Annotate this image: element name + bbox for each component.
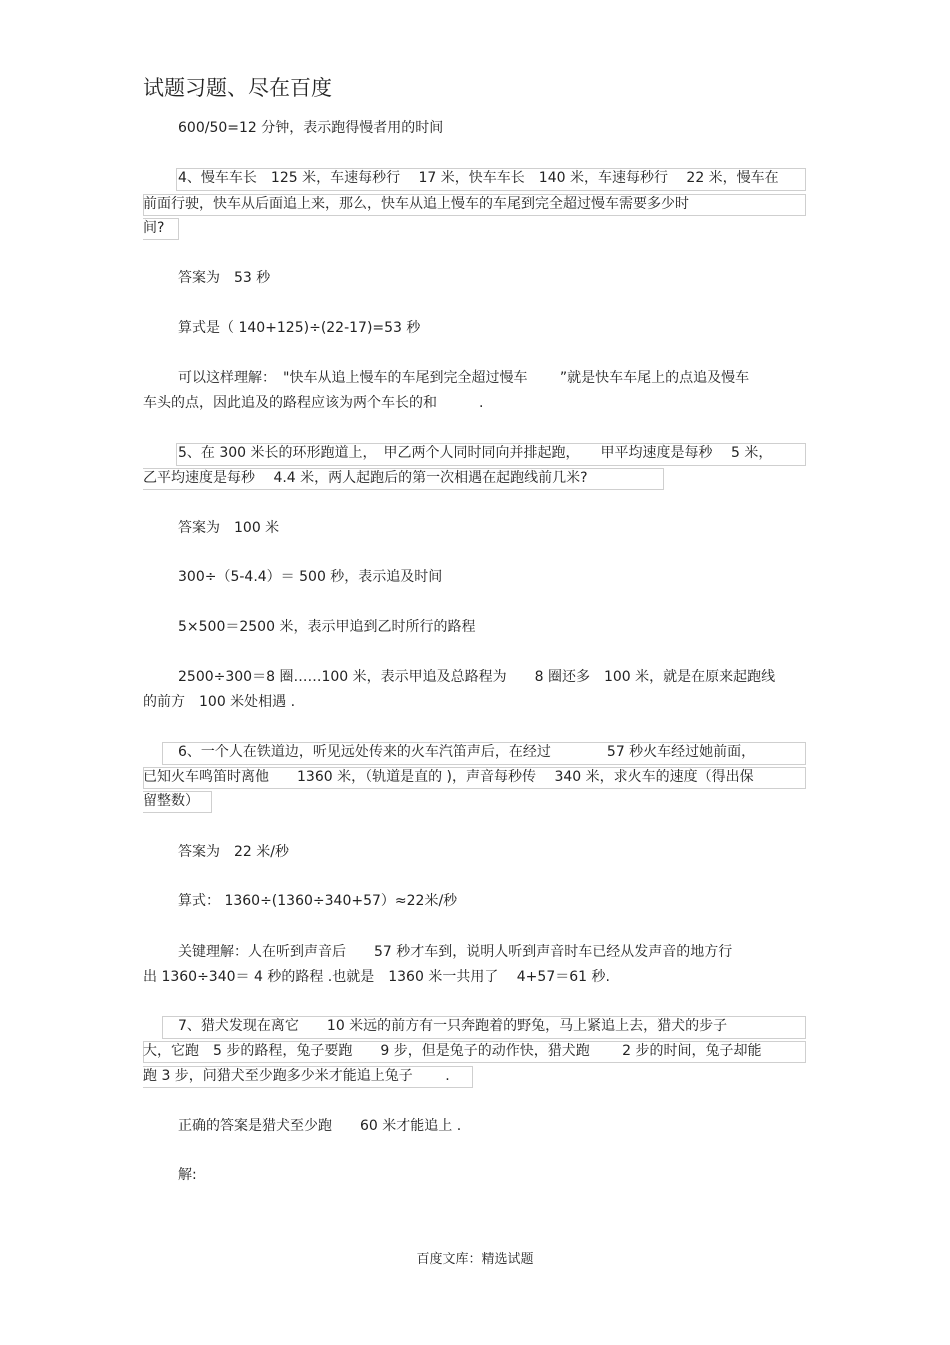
answer-6-line-1: 答案为 22 米/秒 bbox=[178, 844, 289, 860]
answer-5-line-3: 5×500＝2500 米，表示甲追到乙时所行的路程 bbox=[178, 619, 476, 635]
answer-4-line-4: 车头的点，因此追及的路程应该为两个车长的和 . bbox=[143, 395, 484, 411]
question-7-line-2: 大，它跑 5 步的路程，兔子要跑 9 步，但是兔子的动作快，猎犬跑 2 步的时间，兔子却能 bbox=[143, 1043, 762, 1059]
question-4-line-2: 前面行驶，快车从后面追上来，那么，快车从追上慢车的车尾到完全超过慢车需要多少时 bbox=[143, 196, 689, 212]
text-line: 600/50=12 分钟，表示跑得慢者用的时间 bbox=[178, 120, 444, 136]
question-5-line-1: 5、在 300 米长的环形跑道上， 甲乙两个人同时同向并排起跑， 甲平均速度是每秒 5 米， bbox=[178, 445, 773, 461]
question-6-line-2: 已知火车鸣笛时离他 1360 米，（轨道是直的 )，声音每秒传 340 米，求火车的速度（得出保 bbox=[143, 769, 754, 785]
answer-6-line-4: 出 1360÷340＝ 4 秒的路程 .也就是 1360 米一共用了 4+57＝61 秒. bbox=[143, 969, 610, 985]
answer-7-line-1: 正确的答案是猎犬至少跑 60 米才能追上 . bbox=[178, 1118, 462, 1134]
answer-5-line-5: 的前方 100 米处相遇 . bbox=[143, 694, 296, 710]
answer-4-line-1: 答案为 53 秒 bbox=[178, 270, 271, 286]
answer-5-line-2: 300÷（5-4.4）＝ 500 秒，表示追及时间 bbox=[178, 569, 443, 585]
answer-4-line-2: 算式是（ 140+125)÷(22-17)=53 秒 bbox=[178, 320, 421, 336]
answer-4-line-3: 可以这样理解： "快车从追上慢车的车尾到完全超过慢车 ”就是快车车尾上的点追及慢车 bbox=[178, 370, 750, 386]
answer-6-line-3: 关键理解：人在听到声音后 57 秒才车到，说明人听到声音时车已经从发声音的地方行 bbox=[178, 944, 733, 960]
question-4-line-3: 间? bbox=[143, 220, 165, 236]
answer-6-line-2: 算式： 1360÷(1360÷340+57）≈22米/秒 bbox=[178, 893, 458, 909]
question-6-line-3: 留整数） bbox=[143, 793, 199, 809]
answer-5-line-1: 答案为 100 米 bbox=[178, 520, 280, 536]
question-5-line-2: 乙平均速度是每秒 4.4 米，两人起跑后的第一次相遇在起跑线前几米? bbox=[143, 470, 588, 486]
question-7-line-1: 7、猎犬发现在离它 10 米远的前方有一只奔跑着的野兔，马上紧追上去，猎犬的步子 bbox=[178, 1018, 728, 1034]
answer-5-line-4: 2500÷300＝8 圈……100 米，表示甲追及总路程为 8 圈还多 100 米，就是在原来起跑线 bbox=[178, 669, 776, 685]
question-4-line-1: 4、慢车车长 125 米，车速每秒行 17 米，快车车长 140 米，车速每秒行 22 米，慢车在 bbox=[178, 170, 779, 186]
answer-7-line-2: 解: bbox=[178, 1167, 197, 1183]
page-footer: 百度文库：精选试题 bbox=[416, 1252, 534, 1267]
question-6-line-1: 6、一个人在铁道边，听见远处传来的火车汽笛声后，在经过 57 秒火车经过她前面， bbox=[178, 744, 756, 760]
question-7-line-3: 跑 3 步，问猎犬至少跑多少米才能追上兔子 . bbox=[143, 1068, 450, 1084]
page-header: 试题习题、尽在百度 bbox=[143, 76, 332, 100]
